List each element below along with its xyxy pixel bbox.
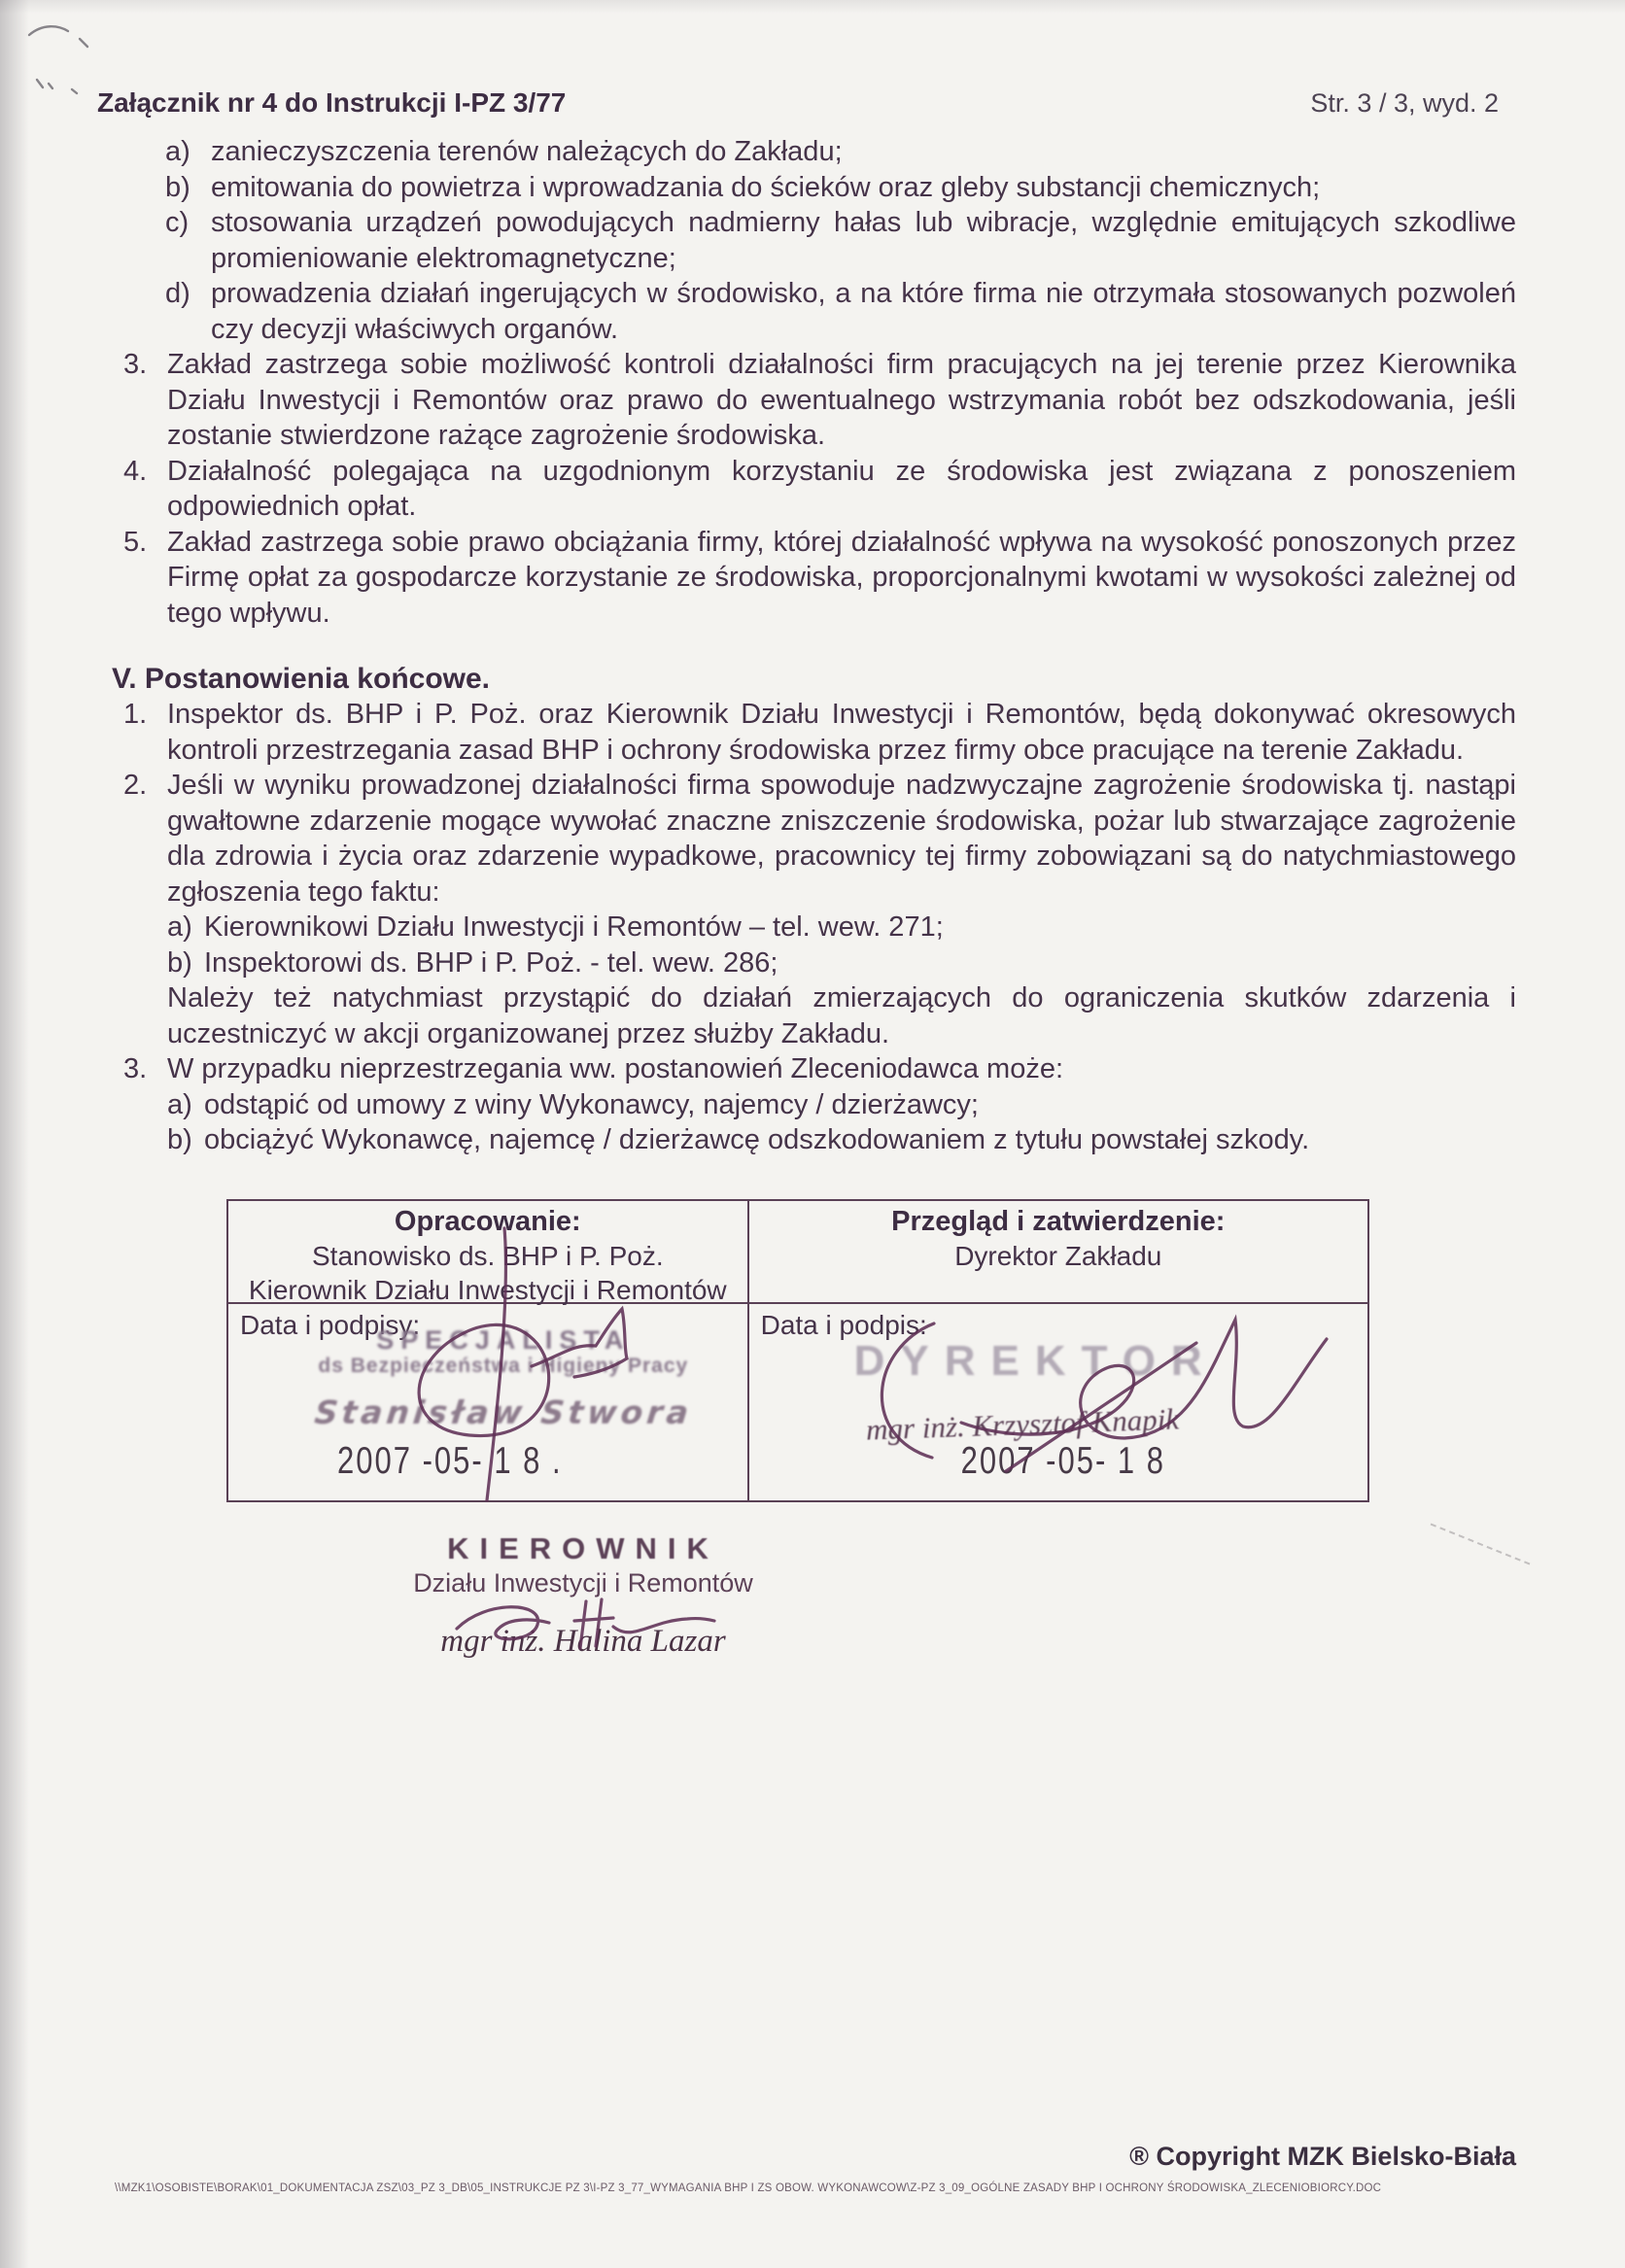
sub-list-item xyxy=(167,910,1516,945)
list-marker: 3. xyxy=(123,349,148,380)
list-item xyxy=(123,697,1516,768)
kierownik-stamp-title: KIEROWNIK xyxy=(447,1531,719,1565)
section-heading-final-provisions: V. Postanowienia końcowe. xyxy=(112,663,491,695)
list-item-text: emitowania do powietrza i wprowadzania do ścieków oraz gleby substancji chemicznych; xyxy=(211,171,1321,203)
list-marker: d) xyxy=(165,278,190,309)
list-marker: a) xyxy=(165,136,190,167)
table-cell-left-signature xyxy=(228,1304,749,1500)
sub-list-item-text: Kierownikowi Działu Inwestycji i Remontów – tel. wew. 271; xyxy=(204,911,944,943)
copyright-notice: ® Copyright MZK Bielsko-Biała xyxy=(1129,2142,1516,2171)
list-item xyxy=(123,454,1516,525)
item2-note-paragraph: Należy też natychmiast przystąpić do działań zmierzających do ograniczenia skutków zdarzenia i uczestniczyć w akcji organizowanej przez służby Zakładu. xyxy=(167,982,1516,1049)
list-item xyxy=(165,170,1516,206)
list-item xyxy=(123,768,1516,910)
final-provisions-list xyxy=(112,697,1516,1158)
list-marker: 3. xyxy=(123,1053,148,1084)
pen-mark-artifacts xyxy=(16,14,142,101)
list-item-text: Zakład zastrzega sobie prawo obciążania firmy, której działalność wpływa na wysokość ponoszonych przez Firmę opłat za gospodarcze korzystanie ze środowiska, proporcjonalnymi kwotami w wysokości zależnej od tego wpływu. xyxy=(167,526,1516,629)
table-cell-opracowanie xyxy=(228,1201,749,1304)
list-item xyxy=(123,525,1516,632)
list-marker: a) xyxy=(167,1088,192,1120)
list-marker: 4. xyxy=(123,455,148,487)
sub-list-item-text: Inspektorowi ds. BHP i P. Poż. - tel. wew. 286; xyxy=(204,946,778,979)
table-cell-przeglad xyxy=(749,1201,1367,1304)
attachment-label: Załącznik nr 4 do Instrukcji I-PZ 3/77 xyxy=(97,87,567,118)
sub-list-item xyxy=(167,1087,1516,1123)
list-item-text: Działalność polegająca na uzgodnionym korzystaniu ze środowiska jest związana z ponoszeniem odpowiednich opłat. xyxy=(167,455,1516,522)
right-signer-name: mgr inż. Krzysztof Knapik xyxy=(865,1401,1180,1447)
sub-list-item xyxy=(167,945,1516,981)
list-item-text: prowadzenia działań ingerujących w środowisko, a na które firma nie otrzymała stosowanych pozwoleń czy decyzji właściwych organów. xyxy=(211,278,1516,345)
table-cell-right-signature xyxy=(749,1304,1367,1500)
specjalista-stamp-title: SPECJALISTA xyxy=(376,1325,631,1355)
date-label-left: Data i podpisy: xyxy=(240,1310,421,1340)
list-item xyxy=(123,1051,1516,1087)
kierownik-signer-name: mgr inż. Halina Lazar xyxy=(440,1624,726,1659)
lettered-list-environment-bans xyxy=(112,134,1516,347)
list-item xyxy=(165,134,1516,170)
list-item-text: Inspektor ds. BHP i P. Poż. oraz Kierownik Działu Inwestycji i Remontów, będą dokonywać okresowych kontroli przestrzegania zasad BHP i ochrony środowiska przez firmy obce pracujące na terenie Zakładu. xyxy=(167,699,1516,766)
right-date-stamp: 2007 -05- 1 8 xyxy=(960,1439,1166,1482)
list-marker: c) xyxy=(165,207,190,238)
scan-dash-artifact xyxy=(1431,1523,1531,1564)
list-item xyxy=(165,276,1516,347)
list-marker: b) xyxy=(165,171,190,203)
sub-list-item-text: odstąpić od umowy z winy Wykonawcy, najemcy / dzierżawcy; xyxy=(204,1088,979,1120)
list-marker: 1. xyxy=(123,699,148,730)
list-marker: b) xyxy=(167,946,192,979)
sub-list-item-text: obciążyć Wykonawcę, najemcę / dzierżawcę odszkodowaniem z tytułu powstałej szkody. xyxy=(204,1124,1310,1155)
opracowanie-role-2: Kierownik Działu Inwestycji i Remontów xyxy=(248,1275,727,1305)
document-body xyxy=(112,134,1516,1158)
specjalista-stamp-subtitle: ds Bezpieczeństwa i Higieny Pracy xyxy=(318,1355,689,1377)
list-marker: 2. xyxy=(123,770,148,801)
numbered-list-items-3-5 xyxy=(112,347,1516,631)
left-signer-name: Stanisław Stwora xyxy=(312,1393,694,1431)
opracowanie-role-1: Stanowisko ds. BHP i P. Poż. xyxy=(312,1241,664,1271)
left-date-stamp: 2007 -05- 1 8 . xyxy=(337,1439,563,1482)
approval-table xyxy=(226,1199,1369,1502)
opracowanie-header: Opracowanie: xyxy=(394,1206,581,1237)
document-header xyxy=(97,87,1499,119)
list-item-text: Zakład zastrzega sobie możliwość kontroli działalności firm pracujących na jej terenie przez Kierownika Działu Inwestycji i Remontów oraz prawo do ewentualnego wstrzymania robót bez odszkodowania, jeśli zostanie stwierdzone rażące zagrożenie środowiska. xyxy=(167,349,1516,451)
list-item-text: Jeśli w wyniku prowadzonej działalności firma spowoduje nadzwyczajne zagrożenie środowiska tj. nastąpi gwałtowne zdarzenie mogące wywołać znaczne zniszczenie środowiska, pożar lub stwarzające zagrożenie dla zdrowia i życia oraz zdarzenie wypadkowe, pracownicy tej firmy zobowiązani są do natychmiastowego zgłoszenia tego faktu: xyxy=(167,770,1516,908)
list-item xyxy=(123,347,1516,454)
list-item xyxy=(165,205,1516,276)
przeglad-role-1: Dyrektor Zakładu xyxy=(954,1241,1162,1271)
sub-list-item xyxy=(167,1122,1516,1158)
list-item-text: W przypadku nieprzestrzegania ww. postanowień Zleceniodawca może: xyxy=(167,1053,1064,1084)
list-marker: 5. xyxy=(123,526,148,558)
list-marker: b) xyxy=(167,1124,192,1155)
przeglad-header: Przegląd i zatwierdzenie: xyxy=(891,1206,1226,1237)
list-item-text: stosowania urządzeń powodujących nadmierny hałas lub wibracje, względnie emitujących szkodliwe promieniowanie elektromagnetyczne; xyxy=(211,207,1516,274)
list-item-text: zanieczyszczenia terenów należących do Zakładu; xyxy=(211,136,843,167)
kierownik-stamp-block xyxy=(350,1531,816,1660)
dyrektor-stamp-title: DYREKTOR xyxy=(853,1337,1218,1385)
page-number-label: Str. 3 / 3, wyd. 2 xyxy=(1310,88,1499,118)
kierownik-stamp-subtitle: Działu Inwestycji i Remontów xyxy=(413,1568,753,1598)
footer-file-path: \\MZK1\OSOBISTE\BORAK\01_DOKUMENTACJA ZSZ\03_PZ 3_DB\05_INSTRUKCJE PZ 3\I-PZ 3_77_WYMAGANIA BHP I ZS OBOW. WYKONAWCOW\Z-PZ 3_09_OGÓLNE ZASADY BHP I OCHRONY ŚRODOWISKA_ZLECENIOBIORCY.DOC xyxy=(115,2182,1382,2194)
list-marker: a) xyxy=(167,911,192,943)
date-label-right: Data i podpis: xyxy=(760,1310,927,1340)
